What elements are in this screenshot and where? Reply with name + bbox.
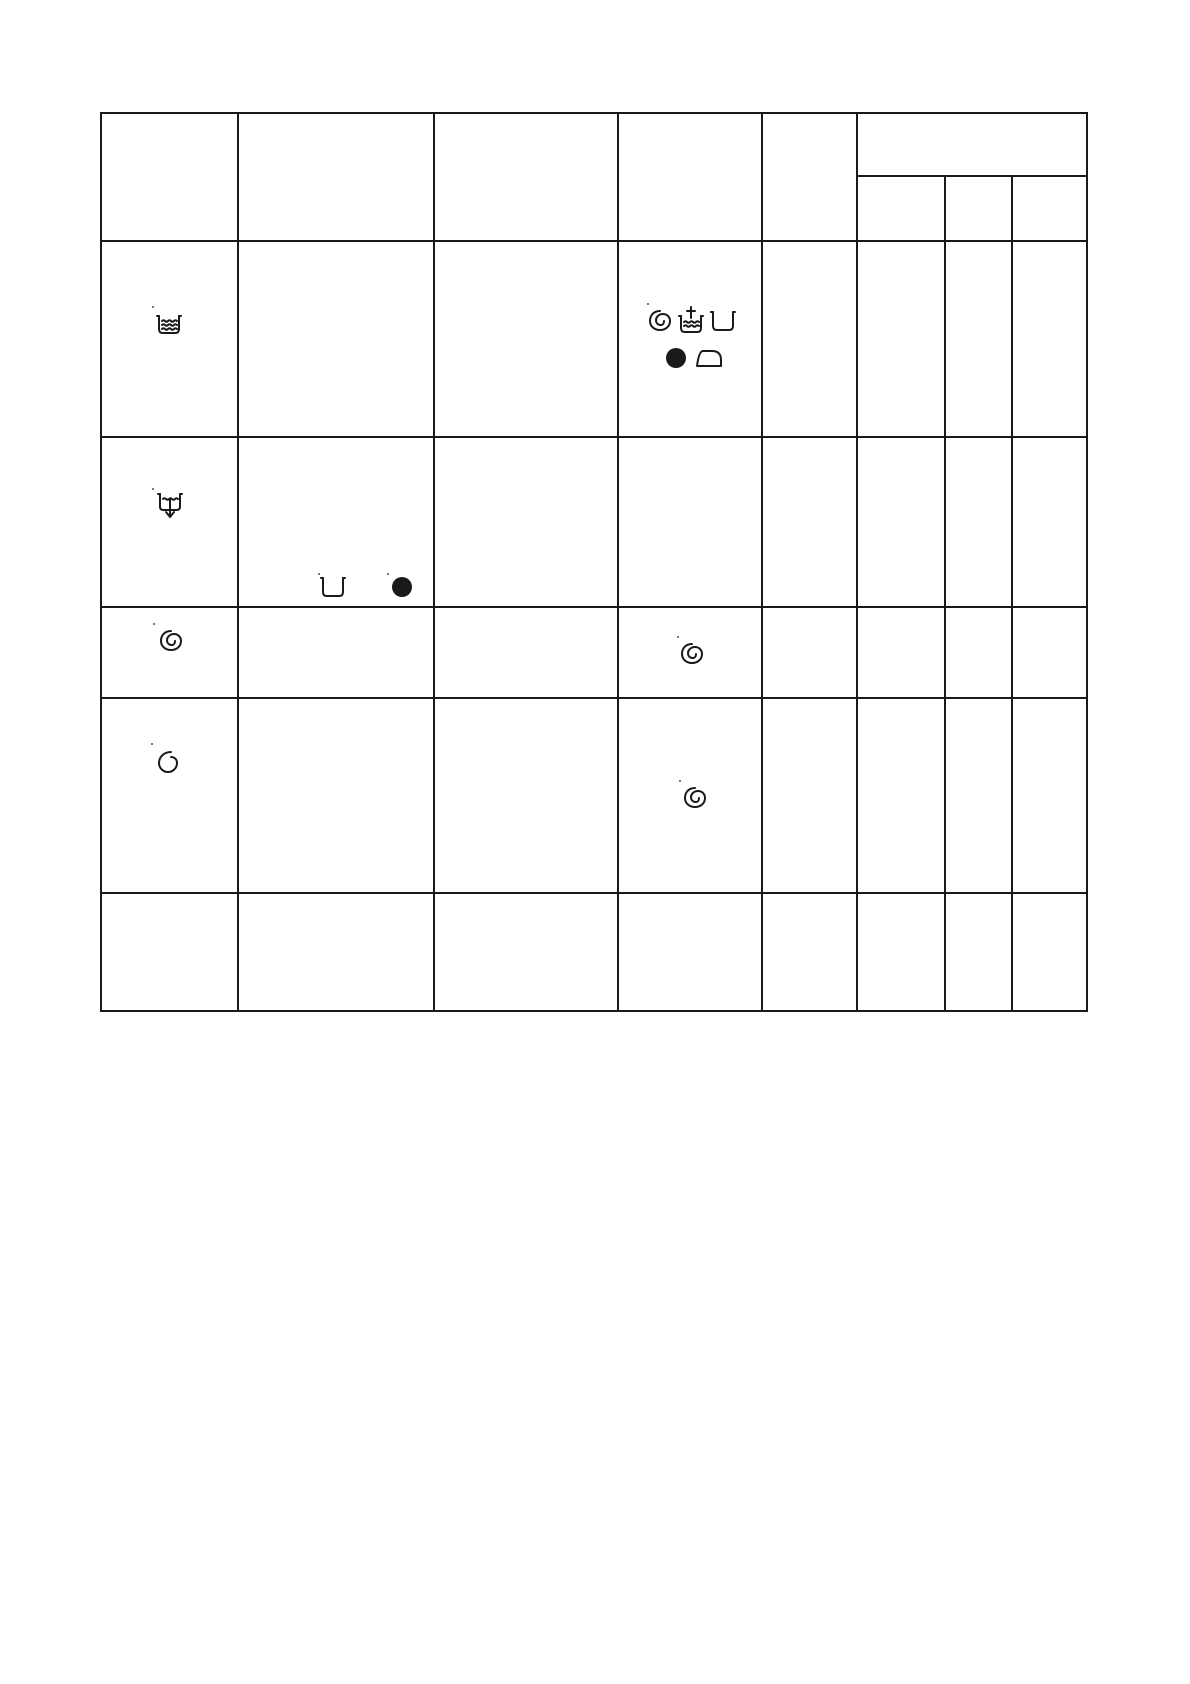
table-row bbox=[152, 303, 735, 368]
wash-basin-water-icon bbox=[157, 316, 181, 333]
table-row bbox=[152, 488, 412, 597]
wash-basin-plus-icon bbox=[679, 307, 703, 332]
wash-basin-icon bbox=[711, 312, 735, 330]
spin-icon bbox=[682, 644, 702, 663]
iron-icon bbox=[697, 351, 721, 366]
table-grid bbox=[101, 113, 1087, 1011]
dryer-icon bbox=[392, 577, 412, 597]
table-row bbox=[153, 623, 702, 663]
table-row bbox=[151, 743, 705, 807]
wash-basin-icon bbox=[321, 578, 345, 596]
spin-icon bbox=[685, 788, 705, 807]
dryer-icon bbox=[666, 348, 686, 368]
drain-icon bbox=[158, 494, 182, 517]
gentle-spin-icon bbox=[159, 752, 177, 772]
spin-icon bbox=[161, 631, 181, 650]
spin-icon bbox=[650, 311, 670, 330]
